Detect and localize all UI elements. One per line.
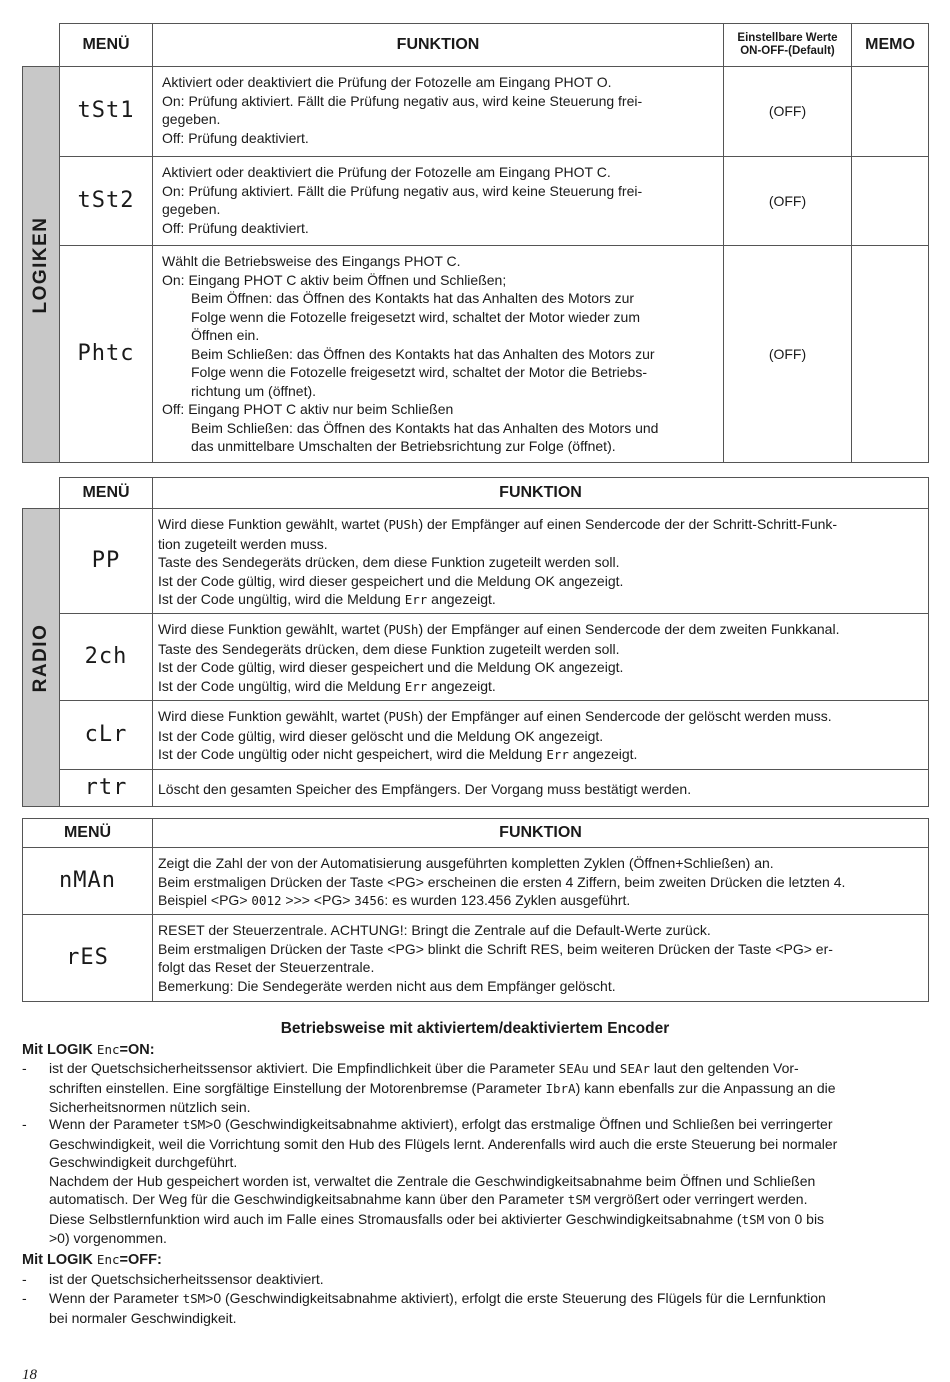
text: Ist der Code ungültig, wird die Meldung <box>158 591 405 607</box>
text: vergrößert oder verringert werden. <box>590 1191 808 1207</box>
text: Beispiel <PG> <box>158 892 252 908</box>
desc-line <box>158 515 920 535</box>
bullet-text <box>49 1115 932 1248</box>
function-desc-nman <box>152 847 929 915</box>
encoder-off-bullet-1 <box>22 1270 932 1289</box>
desc-line <box>158 891 920 911</box>
display-code: IbrA <box>545 1080 576 1096</box>
desc-line: das unmittelbare Umschalten der Betriebsrichtung zur Folge (öffnet). <box>191 438 616 454</box>
desc-line: Aktiviert oder deaktiviert die Prüfung der Fotozelle am Eingang PHOT O. <box>162 74 612 90</box>
desc-line: Folge wenn die Fotozelle freigesetzt wird, schaltet der Motor wieder zum <box>191 308 640 325</box>
desc-line: folgt das Reset der Steuerzentrale. <box>158 959 375 975</box>
menu-code-phtc: Phtc <box>59 245 153 463</box>
menu-header: MENÜ <box>59 477 153 509</box>
bullet-line: >0) vorgenommen. <box>49 1230 167 1246</box>
desc-line <box>158 620 920 640</box>
radio-sidebar <box>22 508 60 807</box>
display-code: tSM <box>182 1117 206 1132</box>
text: automatisch. Der Weg für die Geschwindigkeitsabnahme kann über den Parameter <box>49 1191 568 1207</box>
bullet-line: bei normaler Geschwindigkeit. <box>49 1309 237 1326</box>
desc-line: Aktiviert oder deaktiviert die Prüfung der Fotozelle am Eingang PHOT C. <box>162 164 611 180</box>
desc-line: Beim erstmaligen Drücken der Taste <PG> blinkt die Schrift RES, beim weiteren Drücken der Taste <PG> er- <box>158 940 833 957</box>
display-code: Err <box>404 592 428 607</box>
menu-code-nman: nMAn <box>22 847 153 915</box>
display-code: 0012 <box>251 893 282 908</box>
radio-label: RADIO <box>29 623 51 692</box>
encoder-on-bullet-1 <box>22 1059 932 1117</box>
menu-code-clr: cLr <box>59 700 153 770</box>
desc-line: Off: Prüfung deaktiviert. <box>162 219 309 236</box>
logiken-sidebar <box>22 66 60 463</box>
desc-line: Off: Prüfung deaktiviert. <box>162 129 309 146</box>
desc-line: Folge wenn die Fotozelle freigesetzt wird, schaltet der Motor die Betriebs- <box>191 364 647 380</box>
desc-line <box>158 590 920 610</box>
function-desc-rtr <box>152 769 929 807</box>
page-number: 18 <box>22 1367 37 1382</box>
desc-line: RESET der Steuerzentrale. ACHTUNG!: Bringt die Zentrale auf die Default-Werte zurück. <box>158 922 711 938</box>
bullet-line <box>49 1059 932 1079</box>
desc-line: Beim erstmaligen Drücken der Taste <PG> erscheinen die ersten 4 Ziffern, beim zweiten Drücken die letzten 4. <box>158 873 846 890</box>
desc-line: gegeben. <box>162 111 221 127</box>
function-desc-2ch <box>152 613 929 701</box>
text: : es wurden 123.456 Zyklen ausgeführt. <box>384 892 631 908</box>
text: von 0 bis <box>764 1210 825 1227</box>
text: ) der Empfänger auf einen Sendercode der gelöscht werden muss. <box>418 708 832 724</box>
werte-header-line2: ON-OFF-(Default) <box>740 45 835 57</box>
funktion-header: FUNKTION <box>152 23 724 67</box>
text: >0 (Geschwindigkeitsabnahme aktiviert), erfolgt die erste Steuerung des Flügels für die Lernfunktion <box>205 1290 826 1306</box>
dash: - <box>22 1060 27 1076</box>
menu-header: MENÜ <box>22 818 153 848</box>
desc-line: Taste des Sendegeräts drücken, dem diese Funktion zugeteilt werden soll. <box>158 554 620 570</box>
function-desc-clr <box>152 700 929 770</box>
display-code: PUSh <box>388 622 419 637</box>
menu-code-tst2: tSt2 <box>59 156 153 246</box>
bullet-text <box>49 1270 932 1289</box>
display-code: PUSh <box>388 517 419 532</box>
desc-line: Bemerkung: Die Sendegeräte werden nicht aus dem Empfänger gelöscht. <box>158 977 616 994</box>
bullet-line: Geschwindigkeit durchgeführt. <box>49 1154 238 1170</box>
text: Mit LOGIK <box>22 1252 97 1268</box>
display-code: Err <box>404 678 428 694</box>
text: schriften einstellen. Eine sorgfältige Einstellung der Motorenbremse (Parameter <box>49 1079 546 1096</box>
memo-header: MEMO <box>851 23 929 67</box>
desc-line: On: Prüfung aktiviert. Fällt die Prüfung negativ aus, wird keine Steuerung frei- <box>162 182 643 199</box>
encoder-on-bullet-2 <box>22 1115 932 1248</box>
display-code: Enc <box>96 1042 120 1057</box>
text: ist der Quetschsicherheitssensor aktiviert. Die Empfindlichkeit über die Parameter <box>49 1060 559 1076</box>
encoder-off-heading <box>22 1251 162 1270</box>
text: Wenn der Parameter <box>49 1116 183 1132</box>
text: angezeigt. <box>568 746 638 762</box>
desc-line: On: Prüfung aktiviert. Fällt die Prüfung negativ aus, wird keine Steuerung frei- <box>162 92 643 109</box>
bullet-line: Nachdem der Hub gespeichert worden ist, verwaltet die Zentrale die Geschwindigkeitsabnahme beim Öffnen und Schließen <box>49 1172 816 1189</box>
menu-code-res: rES <box>22 914 153 1002</box>
text: angezeigt. <box>427 677 496 694</box>
bullet-line <box>49 1190 932 1210</box>
dash: - <box>22 1271 27 1287</box>
bullet-line <box>49 1210 932 1230</box>
text: =ON: <box>119 1042 155 1058</box>
text: Diese Selbstlernfunktion wird auch im Falle eines Stromausfalls oder bei aktivierter Geschwindigkeitsabnahme ( <box>49 1210 742 1227</box>
text: >>> <PG> <box>281 892 355 908</box>
bullet-line: ist der Quetschsicherheitssensor deaktiviert. <box>49 1271 324 1287</box>
text: angezeigt. <box>427 591 496 607</box>
dash: - <box>22 1290 27 1306</box>
text: laut den geltenden Vor- <box>650 1060 799 1076</box>
display-code: SEAr <box>619 1061 651 1076</box>
default-value-tst2: (OFF) <box>723 156 852 246</box>
function-desc-pp <box>152 508 929 614</box>
menu-code-rtr: rtr <box>59 769 153 807</box>
function-desc-phtc <box>152 245 724 463</box>
text: ) der Empfänger auf einen Sendercode der der Schritt-Schritt-Funk- <box>418 516 838 532</box>
menu-code-2ch: 2ch <box>59 613 153 701</box>
desc-line: Zeigt die Zahl der von der Automatisierung ausgeführten kompletten Zyklen (Öffnen+Schließen) an. <box>158 855 774 871</box>
desc-line: tion zugeteilt werden muss. <box>158 535 328 552</box>
display-code: 3456 <box>354 893 385 908</box>
function-desc-tst2 <box>152 156 724 246</box>
bullet-text <box>49 1059 932 1117</box>
text: Wird diese Funktion gewählt, wartet ( <box>158 708 389 724</box>
bullet-line <box>49 1079 932 1099</box>
text: Ist der Code ungültig oder nicht gespeichert, wird die Meldung <box>158 746 547 762</box>
default-value-phtc: (OFF) <box>723 245 852 463</box>
text: =OFF: <box>119 1252 162 1268</box>
desc-line: gegeben. <box>162 201 221 217</box>
bullet-line <box>49 1289 932 1309</box>
bullet-line: Sicherheitsnormen nützlich sein. <box>49 1099 251 1115</box>
desc-line: On: Eingang PHOT C aktiv beim Öffnen und Schließen; <box>162 271 507 288</box>
funktion-header: FUNKTION <box>152 477 929 509</box>
text: ) kann ebenfalls zur die Anpassung an die <box>575 1079 836 1096</box>
display-code: Enc <box>96 1252 120 1267</box>
desc-line <box>158 745 920 765</box>
function-desc-res <box>152 914 929 1002</box>
desc-line: Wählt die Betriebsweise des Eingangs PHOT C. <box>162 253 461 269</box>
werte-header-line1: Einstellbare Werte <box>737 32 838 44</box>
dash: - <box>22 1116 27 1132</box>
funktion-header: FUNKTION <box>152 818 929 848</box>
desc-line: richtung um (öffnet). <box>191 382 317 399</box>
bullet-line <box>49 1115 932 1135</box>
desc-line <box>158 707 920 727</box>
text: Wird diese Funktion gewählt, wartet ( <box>158 516 389 532</box>
menu-code-pp: PP <box>59 508 153 614</box>
text: Wird diese Funktion gewählt, wartet ( <box>158 621 389 637</box>
encoder-section-title: Betriebsweise mit aktiviertem/deaktiviertem Encoder <box>280 1020 670 1037</box>
display-code: Err <box>546 747 569 762</box>
logiken-label: LOGIKEN <box>29 215 51 314</box>
desc-line: Off: Eingang PHOT C aktiv nur beim Schließen <box>162 401 454 417</box>
memo-cell-tst1 <box>851 66 929 157</box>
encoder-on-heading <box>22 1041 155 1060</box>
bullet-text <box>49 1289 932 1327</box>
display-code: SEAu <box>558 1061 589 1076</box>
desc-line: Ist der Code gültig, wird dieser gespeichert und die Meldung OK angezeigt. <box>158 659 624 675</box>
text: Wenn der Parameter <box>49 1290 183 1306</box>
text: Mit LOGIK <box>22 1042 97 1058</box>
display-code: tSM <box>741 1211 765 1227</box>
desc-line <box>158 677 920 697</box>
desc-line: Löscht den gesamten Speicher des Empfängers. Der Vorgang muss bestätigt werden. <box>158 781 692 797</box>
encoder-off-bullet-2 <box>22 1289 932 1327</box>
text: ) der Empfänger auf einen Sendercode der dem zweiten Funkkanal. <box>418 621 840 637</box>
memo-cell-tst2 <box>851 156 929 246</box>
default-value-tst1: (OFF) <box>723 66 852 157</box>
display-code: PUSh <box>388 709 419 724</box>
werte-header <box>723 23 852 67</box>
desc-line: Ist der Code gültig, wird dieser gespeichert und die Meldung OK angezeigt. <box>158 572 624 589</box>
display-code: tSM <box>567 1192 591 1207</box>
desc-line: Beim Schließen: das Öffnen des Kontakts hat das Anhalten des Motors und <box>191 419 659 436</box>
memo-cell-phtc <box>851 245 929 463</box>
function-desc-tst1 <box>152 66 724 157</box>
menu-code-tst1: tSt1 <box>59 66 153 157</box>
text: und <box>588 1060 620 1076</box>
desc-line: Taste des Sendegeräts drücken, dem diese Funktion zugeteilt werden soll. <box>158 640 620 657</box>
text: Ist der Code ungültig, wird die Meldung <box>158 677 405 694</box>
text: >0 (Geschwindigkeitsabnahme aktiviert), erfolgt das erstmalige Öffnen und Schließen bei verringerter <box>205 1116 833 1132</box>
desc-line: Öffnen ein. <box>191 327 260 343</box>
bullet-line: Geschwindigkeit, weil die Vorrichtung somit den Hub des Flügels lernt. Anderenfalls wird auch die erste Steuerung bei normaler <box>49 1135 838 1152</box>
display-code: tSM <box>182 1291 206 1306</box>
desc-line: Beim Öffnen: das Öffnen des Kontakts hat das Anhalten des Motors zur <box>191 290 635 306</box>
desc-line: Ist der Code gültig, wird dieser gelöscht und die Meldung OK angezeigt. <box>158 727 604 744</box>
menu-header: MENÜ <box>59 23 153 67</box>
desc-line: Beim Schließen: das Öffnen des Kontakts hat das Anhalten des Motors zur <box>191 345 655 362</box>
